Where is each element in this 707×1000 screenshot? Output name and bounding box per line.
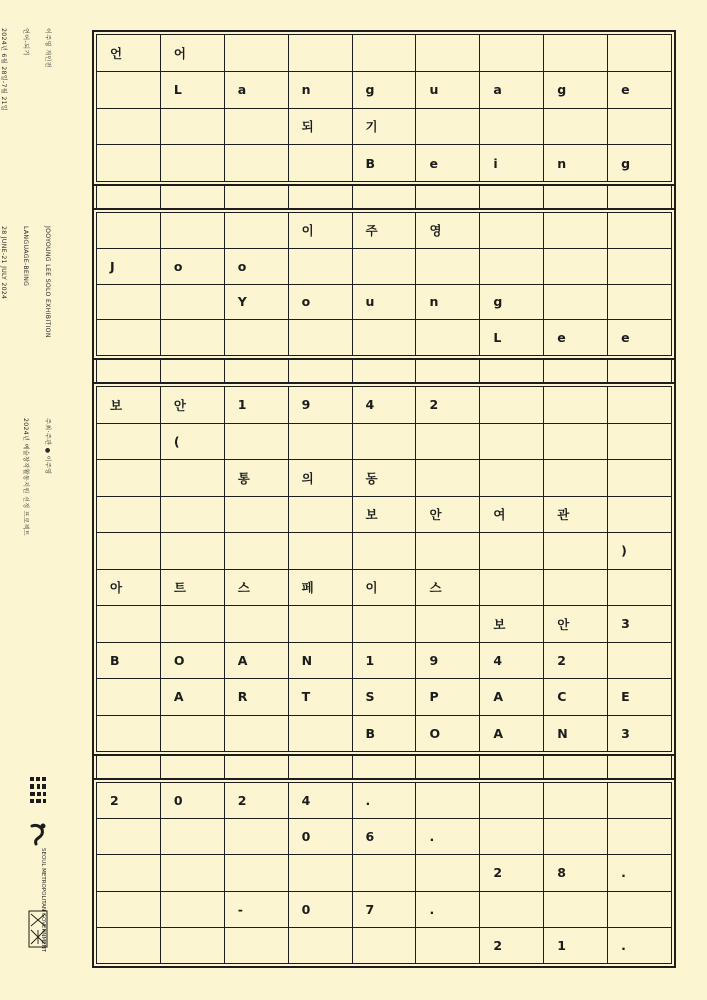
grid-cell	[480, 533, 544, 570]
grid-cell	[353, 606, 417, 643]
grid-cell	[416, 320, 480, 356]
grid-cell	[289, 249, 353, 285]
grid-cell	[544, 533, 608, 570]
grid-cell	[225, 497, 289, 534]
grid-spacer	[92, 186, 676, 208]
grid-cell: S	[353, 679, 417, 716]
grid-cell: 2	[480, 855, 544, 891]
grid-cell: g	[480, 285, 544, 321]
seoul-logo-text: SEOUL METROPOLITAN GOVERNMENT	[40, 848, 46, 953]
info-en-line: LANGUAGE-BEING	[21, 226, 29, 287]
grid-cell	[544, 819, 608, 855]
grid-cell: 2	[416, 387, 480, 424]
grid-cell	[97, 213, 161, 249]
grid-cell	[416, 249, 480, 285]
grid-cell	[97, 109, 161, 146]
grid-cell	[608, 460, 672, 497]
grid-cell	[544, 424, 608, 461]
grid-cell	[480, 213, 544, 249]
grid-cell	[416, 533, 480, 570]
grid-cell: 8	[544, 855, 608, 891]
character-grid	[96, 34, 672, 182]
grid-cell: 7	[353, 892, 417, 928]
grid-cell	[353, 249, 417, 285]
grid-cell: e	[416, 145, 480, 182]
grid-cell	[608, 819, 672, 855]
grid-cell	[225, 533, 289, 570]
grid-cell: 9	[416, 643, 480, 680]
grid-cell	[544, 387, 608, 424]
grid-cell	[480, 387, 544, 424]
grid-cell	[544, 783, 608, 819]
grid-cell	[289, 497, 353, 534]
grid-cell	[608, 424, 672, 461]
grid-cell	[608, 497, 672, 534]
grid-cell	[353, 855, 417, 891]
grid-cell: 0	[289, 819, 353, 855]
grid-cell: .	[416, 892, 480, 928]
grid-block-venue	[92, 382, 676, 756]
grid-cell	[161, 109, 225, 146]
credits-line: 주최·주관 ● 이주영	[44, 418, 52, 475]
grid-cell: B	[97, 643, 161, 680]
grid-cell: 보	[353, 497, 417, 534]
grid-spacer	[92, 756, 676, 778]
grid-cell: 2	[97, 783, 161, 819]
grid-cell: 의	[289, 460, 353, 497]
grid-cell	[97, 285, 161, 321]
grid-cell: B	[353, 716, 417, 753]
grid-cell: 1	[225, 387, 289, 424]
grid-cell: (	[161, 424, 225, 461]
grid-cell	[416, 606, 480, 643]
grid-cell: 아	[97, 570, 161, 607]
grid-cell: 이	[353, 570, 417, 607]
grid-cell	[161, 533, 225, 570]
grid-cell	[225, 424, 289, 461]
side-info-column	[0, 0, 82, 1000]
grid-cell	[97, 679, 161, 716]
grid-cell	[544, 35, 608, 72]
grid-cell: -	[225, 892, 289, 928]
grid-cell: L	[161, 72, 225, 109]
grid-cell	[480, 892, 544, 928]
grid-cell: e	[608, 72, 672, 109]
grid-cell	[353, 533, 417, 570]
grid-cell	[289, 855, 353, 891]
seoul-emblem-icon	[28, 822, 50, 870]
grid-cell	[97, 855, 161, 891]
grid-cell: i	[480, 145, 544, 182]
grid-cell	[353, 928, 417, 964]
grid-cell	[480, 460, 544, 497]
grid-cell: o	[289, 285, 353, 321]
grid-cell: 주	[353, 213, 417, 249]
grid-cell	[225, 928, 289, 964]
grid-cell	[161, 606, 225, 643]
grid-cell: 영	[416, 213, 480, 249]
grid-cell: 어	[161, 35, 225, 72]
grid-cell: O	[416, 716, 480, 753]
grid-cell	[97, 424, 161, 461]
grid-cell: 안	[416, 497, 480, 534]
grid-cell: n	[544, 145, 608, 182]
grid-cell	[161, 819, 225, 855]
credits-line: 2024년 예술창작활동지원 선정 프로젝트	[21, 418, 29, 536]
grid-cell	[161, 213, 225, 249]
character-grid	[96, 782, 672, 964]
grid-cell	[353, 424, 417, 461]
grid-cell: N	[544, 716, 608, 753]
grid-cell	[416, 35, 480, 72]
grid-cell	[225, 819, 289, 855]
info-kr-line: 언어-되기	[21, 28, 29, 56]
grid-cell	[608, 892, 672, 928]
grid-cell: R	[225, 679, 289, 716]
grid-cell	[608, 249, 672, 285]
grid-cell	[416, 460, 480, 497]
grid-cell: e	[544, 320, 608, 356]
grid-cell: 1	[353, 643, 417, 680]
grid-cell	[161, 497, 225, 534]
grid-cell	[608, 643, 672, 680]
grid-cell	[544, 892, 608, 928]
grid-cell	[289, 320, 353, 356]
grid-cell	[544, 285, 608, 321]
grid-cell: 언	[97, 35, 161, 72]
grid-cell: .	[608, 855, 672, 891]
grid-cell	[416, 855, 480, 891]
grid-cell	[289, 928, 353, 964]
grid-cell	[289, 145, 353, 182]
grid-cell: o	[225, 249, 289, 285]
grid-cell: 스	[225, 570, 289, 607]
grid-cell: o	[161, 249, 225, 285]
grid-cell	[161, 460, 225, 497]
grid-cell	[161, 145, 225, 182]
grid-cell	[480, 249, 544, 285]
grid-cell	[161, 928, 225, 964]
grid-cell	[97, 892, 161, 928]
grid-cell: 0	[289, 892, 353, 928]
grid-cell: L	[480, 320, 544, 356]
grid-cell: a	[225, 72, 289, 109]
grid-cell	[608, 213, 672, 249]
grid-cell	[416, 928, 480, 964]
grid-cell	[161, 285, 225, 321]
boan-logo-icon	[28, 910, 48, 948]
grid-cell: u	[353, 285, 417, 321]
art-council-logo-icon	[28, 775, 48, 805]
grid-cell: 기	[353, 109, 417, 146]
grid-cell: 통	[225, 460, 289, 497]
grid-cell	[544, 109, 608, 146]
grid-cell	[225, 35, 289, 72]
grid-cell: 2	[480, 928, 544, 964]
grid-cell: B	[353, 145, 417, 182]
grid-cell: E	[608, 679, 672, 716]
grid-cell: T	[289, 679, 353, 716]
grid-cell: A	[480, 716, 544, 753]
grid-cell: 보	[480, 606, 544, 643]
grid-cell	[480, 35, 544, 72]
grid-cell	[608, 109, 672, 146]
grid-cell: 동	[353, 460, 417, 497]
grid-cell: 3	[608, 606, 672, 643]
grid-cell: g	[544, 72, 608, 109]
grid-cell	[544, 249, 608, 285]
grid-cell	[544, 213, 608, 249]
grid-cell	[225, 145, 289, 182]
grid-cell: 4	[480, 643, 544, 680]
grid-cell	[608, 285, 672, 321]
grid-cell	[480, 109, 544, 146]
grid-cell	[289, 533, 353, 570]
grid-block-language-being	[92, 30, 676, 186]
grid-cell	[289, 716, 353, 753]
grid-cell: A	[161, 679, 225, 716]
grid-cell	[161, 892, 225, 928]
grid-cell	[161, 716, 225, 753]
grid-cell	[97, 928, 161, 964]
grid-cell	[97, 460, 161, 497]
grid-cell	[161, 320, 225, 356]
grid-cell: 4	[289, 783, 353, 819]
grid-cell: 2	[544, 643, 608, 680]
grid-cell	[289, 35, 353, 72]
grid-cell: 안	[161, 387, 225, 424]
grid-cell	[608, 387, 672, 424]
grid-cell	[353, 35, 417, 72]
grid-cell	[225, 855, 289, 891]
grid-cell	[353, 320, 417, 356]
grid-cell	[480, 424, 544, 461]
grid-cell: 보	[97, 387, 161, 424]
grid-spacer	[92, 360, 676, 382]
grid-cell	[608, 783, 672, 819]
grid-cell: a	[480, 72, 544, 109]
grid-cell	[480, 819, 544, 855]
grid-cell: )	[608, 533, 672, 570]
grid-cell: n	[289, 72, 353, 109]
grid-cell	[544, 570, 608, 607]
grid-cell: 안	[544, 606, 608, 643]
exhibition-info-korean	[0, 28, 66, 173]
grid-cell: Y	[225, 285, 289, 321]
grid-cell	[416, 109, 480, 146]
grid-cell: O	[161, 643, 225, 680]
grid-block-dates	[92, 778, 676, 968]
grid-cell	[608, 570, 672, 607]
grid-cell	[97, 716, 161, 753]
exhibition-info-english	[0, 226, 66, 338]
info-en-line: JOOYOUNG LEE SOLO EXHIBITION	[44, 226, 52, 338]
grid-cell: 트	[161, 570, 225, 607]
grid-cell	[544, 460, 608, 497]
grid-cell: .	[416, 819, 480, 855]
grid-cell	[97, 497, 161, 534]
grid-cell	[97, 72, 161, 109]
grid-block-artist-name	[92, 208, 676, 360]
grid-cell: 스	[416, 570, 480, 607]
grid-cell	[480, 783, 544, 819]
grid-cell	[97, 533, 161, 570]
grid-cell: P	[416, 679, 480, 716]
grid-cell: 관	[544, 497, 608, 534]
grid-cell	[97, 320, 161, 356]
grid-cell	[416, 424, 480, 461]
info-kr-line: 2024년 6월 28일-7월 21일	[0, 28, 7, 112]
grid-cell	[97, 145, 161, 182]
grid-cell: C	[544, 679, 608, 716]
grid-cell: 6	[353, 819, 417, 855]
info-en-line: 28 JUNE-21 JULY 2024	[0, 226, 7, 300]
grid-cell	[225, 213, 289, 249]
grid-cell: .	[608, 928, 672, 964]
grid-cell	[416, 783, 480, 819]
grid-cell: n	[416, 285, 480, 321]
grid-cell: g	[353, 72, 417, 109]
grid-cell: g	[608, 145, 672, 182]
grid-cell	[161, 855, 225, 891]
character-grid	[96, 386, 672, 752]
grid-cell: 9	[289, 387, 353, 424]
grid-cell	[97, 606, 161, 643]
grid-cell: 2	[225, 783, 289, 819]
grid-cell	[289, 606, 353, 643]
grid-cell	[289, 424, 353, 461]
grid-cell: J	[97, 249, 161, 285]
info-kr-line: 이주영 개인전	[44, 28, 52, 68]
grid-cell: 되	[289, 109, 353, 146]
grid-cell: 3	[608, 716, 672, 753]
grid-cell: 0	[161, 783, 225, 819]
grid-cell: 이	[289, 213, 353, 249]
character-grid	[96, 212, 672, 356]
grid-cell	[225, 320, 289, 356]
grid-cell: 1	[544, 928, 608, 964]
grid-cell	[97, 819, 161, 855]
grid-cell: e	[608, 320, 672, 356]
grid-cell	[225, 109, 289, 146]
grid-cell: 4	[353, 387, 417, 424]
grid-cell	[480, 570, 544, 607]
grid-cell	[225, 716, 289, 753]
grid-cell	[225, 606, 289, 643]
grid-cell: u	[416, 72, 480, 109]
grid-cell: N	[289, 643, 353, 680]
exhibition-credits	[7, 418, 66, 536]
grid-cell: .	[353, 783, 417, 819]
grid-cell: A	[225, 643, 289, 680]
grid-cell	[608, 35, 672, 72]
grid-cell: 페	[289, 570, 353, 607]
grid-cell: A	[480, 679, 544, 716]
grid-cell: 여	[480, 497, 544, 534]
